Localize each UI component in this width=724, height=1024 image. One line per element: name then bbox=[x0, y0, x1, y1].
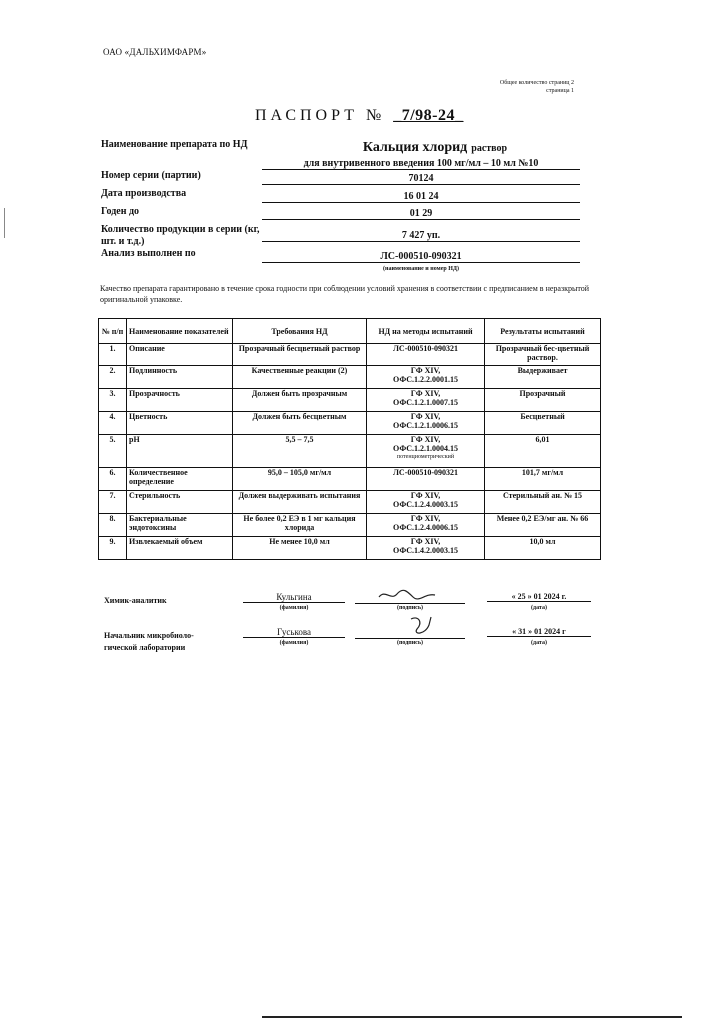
row-name: pH bbox=[127, 435, 233, 468]
row-requirement: 95,0 – 105,0 мг/мл bbox=[233, 468, 367, 491]
table-row bbox=[99, 389, 601, 412]
row-method-line2: ОФС.1.2.1.0004.15 bbox=[393, 444, 458, 453]
row-method-line2: ОФС.1.2.4.0003.15 bbox=[393, 500, 458, 509]
chemist-signature bbox=[355, 592, 465, 604]
row-requirement: Должен быть бесцветным bbox=[233, 412, 367, 435]
series-label: Номер серии (партии) bbox=[101, 170, 201, 181]
row-requirement: Не менее 10,0 мл bbox=[233, 537, 367, 560]
header-num: № п/п bbox=[99, 319, 127, 344]
company-name: ОАО «ДАЛЬХИМФАРМ» bbox=[103, 47, 207, 57]
head-signature bbox=[355, 627, 465, 639]
row-name: Бактериальные эндотоксины bbox=[127, 514, 233, 537]
row-method-line2: ОФС.1.4.2.0003.15 bbox=[393, 546, 458, 555]
row-method-line1: ГФ XIV, bbox=[410, 537, 441, 546]
row-name: Цветность bbox=[127, 412, 233, 435]
row-num: 1. bbox=[99, 344, 127, 366]
row-requirement: Не более 0,2 ЕЭ в 1 мг кальция хлорида bbox=[233, 514, 367, 537]
head-surname-caption: (фамилия) bbox=[279, 640, 309, 646]
row-method-line3: потенциометрический bbox=[396, 454, 455, 460]
row-name: Описание bbox=[127, 344, 233, 366]
row-result: Бесцветный bbox=[485, 412, 601, 435]
chemist-signature-caption: (подпись) bbox=[396, 605, 424, 611]
row-method bbox=[367, 491, 485, 514]
row-method bbox=[367, 435, 485, 468]
row-result: Менее 0,2 ЕЭ/мг ан. № 66 bbox=[485, 514, 601, 537]
chemist-date: « 25 » 01 2024 г. bbox=[487, 592, 591, 602]
row-method-line1: ГФ XIV, bbox=[410, 412, 441, 421]
table-row bbox=[99, 491, 601, 514]
head-name: Гуськова bbox=[243, 627, 345, 638]
row-name: Подлинность bbox=[127, 366, 233, 389]
row-num: 2. bbox=[99, 366, 127, 389]
row-num: 6. bbox=[99, 468, 127, 491]
row-requirement: Должен выдерживать испытания bbox=[233, 491, 367, 514]
head-date-caption: (дата) bbox=[531, 640, 547, 646]
row-requirement: Качественные реакции (2) bbox=[233, 366, 367, 389]
row-num: 3. bbox=[99, 389, 127, 412]
chemist-name: Кульгина bbox=[243, 592, 345, 603]
analysis-caption: (наименование и номер НД) bbox=[383, 266, 459, 272]
quantity-value: 7 427 уп. bbox=[262, 230, 580, 242]
table-row bbox=[99, 435, 601, 468]
row-method-line1: ГФ XIV, bbox=[410, 389, 441, 398]
row-name: Стерильность bbox=[127, 491, 233, 514]
row-method bbox=[367, 389, 485, 412]
chemist-date-caption: (дата) bbox=[531, 605, 547, 611]
document-title bbox=[255, 107, 464, 125]
row-num: 7. bbox=[99, 491, 127, 514]
row-num: 5. bbox=[99, 435, 127, 468]
row-requirement: Должен быть прозрачным bbox=[233, 389, 367, 412]
row-method-line2: ОФС.1.2.1.0007.15 bbox=[393, 398, 458, 407]
expiry-label: Годен до bbox=[101, 206, 140, 217]
chemist-surname-caption: (фамилия) bbox=[279, 605, 309, 611]
analysis-value: ЛС-000510-090321 bbox=[262, 251, 580, 263]
row-method bbox=[367, 412, 485, 435]
table-row bbox=[99, 468, 601, 491]
row-requirement: 5,5 – 7,5 bbox=[233, 435, 367, 468]
expiry-value: 01 29 bbox=[262, 208, 580, 220]
scan-margin-mark bbox=[4, 208, 5, 238]
header-result: Результаты испытаний bbox=[485, 319, 601, 344]
row-method bbox=[367, 366, 485, 389]
row-method-line2: ОФС.1.2.2.0001.15 bbox=[393, 375, 458, 384]
table-row bbox=[99, 344, 601, 366]
row-num: 4. bbox=[99, 412, 127, 435]
table-row bbox=[99, 537, 601, 560]
row-method-line2: ОФС.1.2.4.0006.15 bbox=[393, 523, 458, 532]
page-info bbox=[484, 79, 574, 95]
quality-guarantee-text: Качество препарата гарантировано в течение срока годности при соблюдении условий хранения в соответствии с предписанием в неразкрытой оригинальной упаковке. bbox=[100, 284, 590, 304]
table-row bbox=[99, 412, 601, 435]
row-name: Количественное определение bbox=[127, 468, 233, 491]
drug-name-label: Наименование препарата по НД bbox=[101, 139, 248, 150]
row-result: 10,0 мл bbox=[485, 537, 601, 560]
drug-name-suffix: раствор bbox=[471, 143, 508, 154]
chemist-role: Химик-аналитик bbox=[104, 596, 167, 605]
results-table bbox=[98, 318, 601, 560]
table-row bbox=[99, 514, 601, 537]
head-signature-scribble bbox=[405, 615, 445, 637]
row-result: Выдерживает bbox=[485, 366, 601, 389]
row-requirement: Прозрачный бесцветный раствор bbox=[233, 344, 367, 366]
quantity-label: Количество продукции в серии (кг, шт. и т.д.) bbox=[101, 224, 260, 247]
header-name: Наименование показателей bbox=[127, 319, 233, 344]
head-date: « 31 » 01 2024 г bbox=[487, 627, 591, 637]
row-name: Извлекаемый объем bbox=[127, 537, 233, 560]
production-date-value: 16 01 24 bbox=[262, 191, 580, 203]
row-name: Прозрачность bbox=[127, 389, 233, 412]
analysis-label: Анализ выполнен по bbox=[101, 248, 196, 259]
row-method bbox=[367, 537, 485, 560]
row-num: 8. bbox=[99, 514, 127, 537]
row-result: 6,01 bbox=[485, 435, 601, 468]
header-method: НД на методы испытаний bbox=[367, 319, 485, 344]
row-result: Прозрачный бес-цветный раствор. bbox=[485, 344, 601, 366]
chemist-signature-scribble bbox=[377, 589, 437, 601]
series-value: 70124 bbox=[262, 173, 580, 185]
drug-name bbox=[320, 138, 550, 156]
row-method bbox=[367, 514, 485, 537]
drug-name-line2: для внутривенного введения 100 мг/мл – 10 мл №10 bbox=[262, 158, 580, 170]
passport-number: _7/98-24_ bbox=[393, 107, 464, 124]
row-method-line2: ОФС.1.2.1.0006.15 bbox=[393, 421, 458, 430]
head-role: Начальник микробиоло-гической лаборатории bbox=[104, 631, 194, 652]
table-row bbox=[99, 366, 601, 389]
header-requirement: Требования НД bbox=[233, 319, 367, 344]
row-num: 9. bbox=[99, 537, 127, 560]
title-prefix: ПАСПОРТ № bbox=[255, 107, 386, 124]
row-method-line1: ЛС-000510-090321 bbox=[392, 344, 459, 353]
scan-bottom-edge bbox=[262, 1016, 682, 1018]
total-pages: Общее количество страниц 2 bbox=[499, 80, 574, 86]
table-header-row bbox=[99, 319, 601, 344]
row-method-line1: ГФ XIV, bbox=[410, 435, 441, 444]
row-method bbox=[367, 344, 485, 366]
row-result: Стерильный ан. № 15 bbox=[485, 491, 601, 514]
row-result: 101,7 мг/мл bbox=[485, 468, 601, 491]
head-signature-caption: (подпись) bbox=[396, 640, 424, 646]
row-method bbox=[367, 468, 485, 491]
row-method-line1: ГФ XIV, bbox=[410, 366, 441, 375]
row-method-line1: ЛС-000510-090321 bbox=[392, 468, 459, 477]
page-number: страница 1 bbox=[546, 88, 574, 94]
drug-name-main: Кальция хлорид bbox=[362, 140, 468, 155]
row-result: Прозрачный bbox=[485, 389, 601, 412]
production-date-label: Дата производства bbox=[101, 188, 187, 199]
row-method-line1: ГФ XIV, bbox=[410, 491, 441, 500]
row-method-line1: ГФ XIV, bbox=[410, 514, 441, 523]
